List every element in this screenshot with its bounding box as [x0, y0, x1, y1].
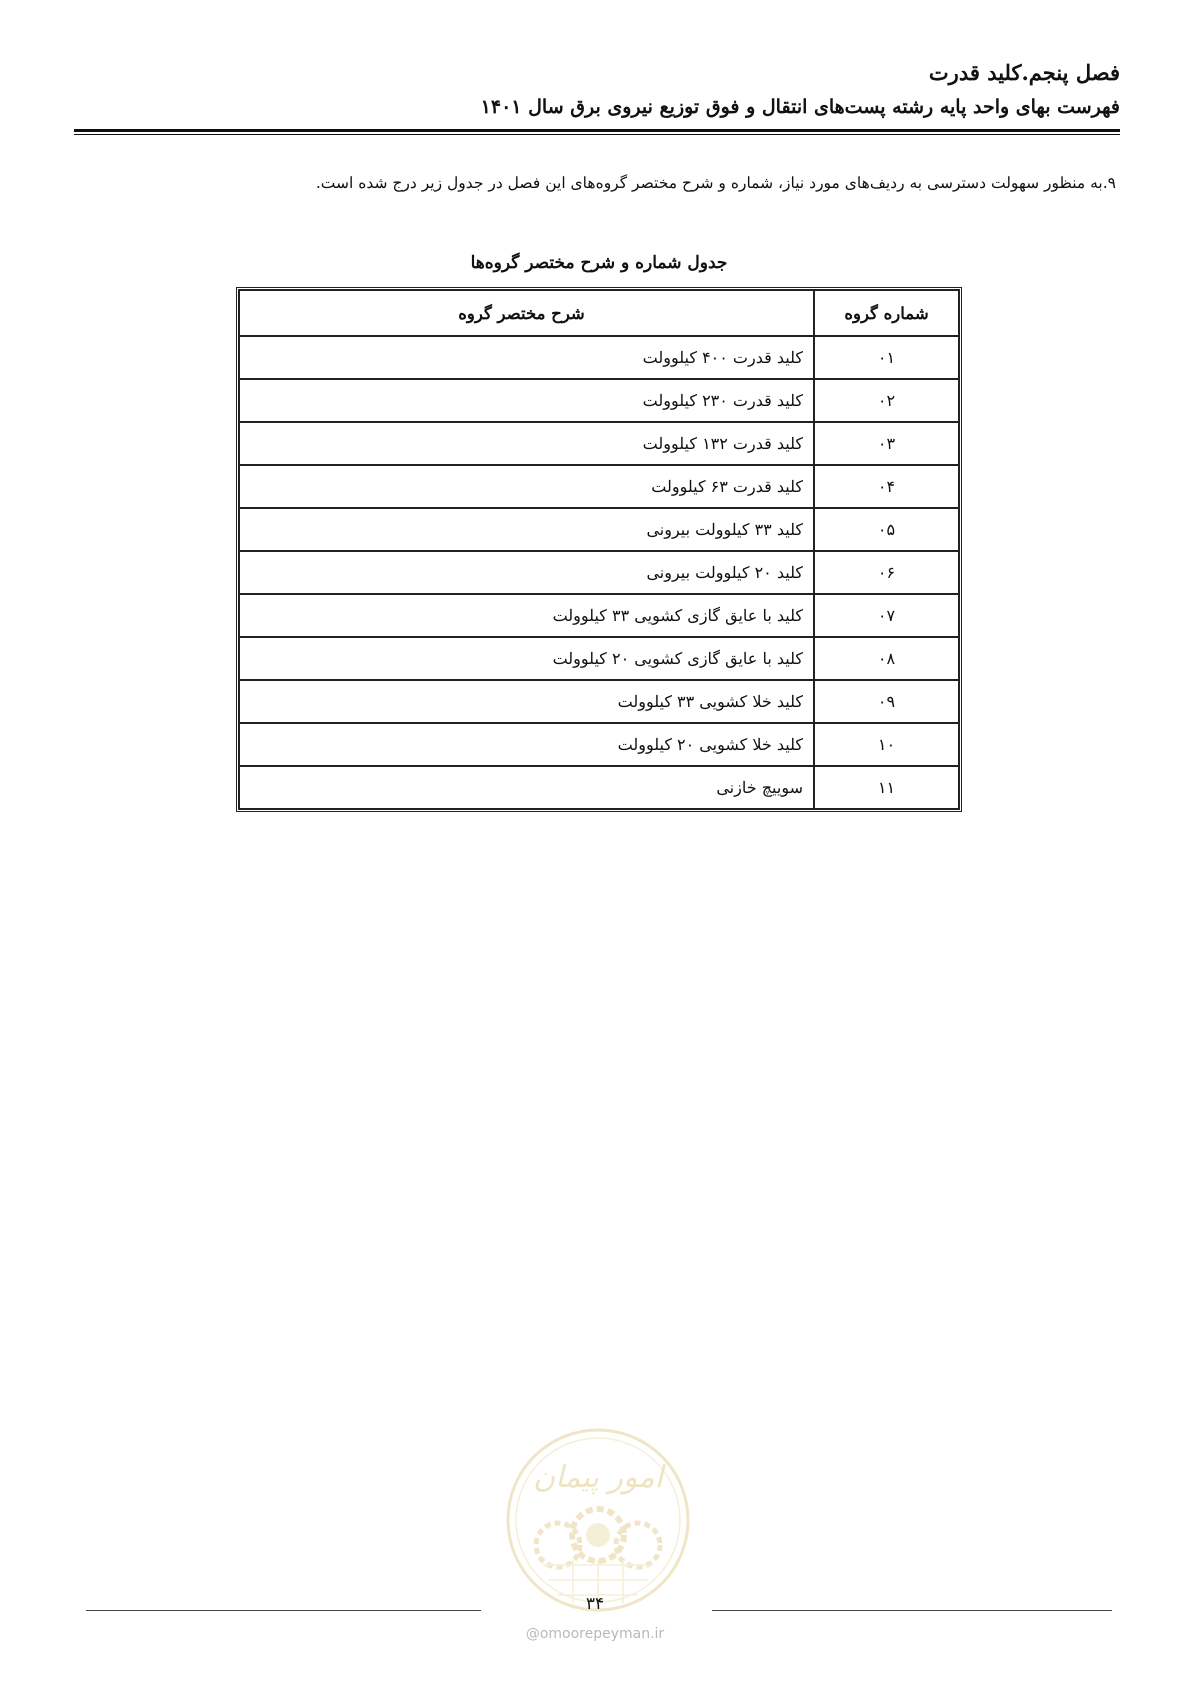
- table-caption: جدول شماره و شرح مختصر گروه‌ها: [470, 253, 728, 273]
- footer-divider-right: [712, 1610, 1112, 1611]
- table-row: [239, 594, 959, 637]
- groups-table: [236, 287, 962, 812]
- page-header: [72, 58, 1120, 122]
- table-row: [239, 508, 959, 551]
- header-group-description: شرح مختصر گروه: [239, 290, 814, 336]
- group-description-cell: کلید با عایق گازی کشویی ۳۳ کیلوولت: [239, 594, 814, 637]
- group-description-cell: کلید ۳۳ کیلوولت بیرونی: [239, 508, 814, 551]
- group-description-cell: کلید خلا کشویی ۲۰ کیلوولت: [239, 723, 814, 766]
- group-number-cell: ۱۰: [814, 723, 959, 766]
- group-number-cell: ۰۴: [814, 465, 959, 508]
- group-number-cell: ۰۳: [814, 422, 959, 465]
- table-row: [239, 422, 959, 465]
- group-description-cell: کلید با عایق گازی کشویی ۲۰ کیلوولت: [239, 637, 814, 680]
- group-number-cell: ۰۷: [814, 594, 959, 637]
- group-description-cell: کلید قدرت ۴۰۰ کیلوولت: [239, 336, 814, 379]
- table-header-row: [239, 290, 959, 336]
- svg-text:امور پیمان: امور پیمان: [533, 1460, 663, 1495]
- group-description-cell: سوییچ خازنی: [239, 766, 814, 809]
- header-divider: [74, 129, 1120, 135]
- group-number-cell: ۰۶: [814, 551, 959, 594]
- at-icon: @: [525, 1626, 540, 1642]
- table-row: [239, 336, 959, 379]
- watermark-logo: [503, 1425, 693, 1615]
- group-description-cell: کلید قدرت ۶۳ کیلوولت: [239, 465, 814, 508]
- group-number-cell: ۰۸: [814, 637, 959, 680]
- table-row: [239, 465, 959, 508]
- table-row: [239, 680, 959, 723]
- table-row: [239, 379, 959, 422]
- site-credit: [505, 1626, 685, 1642]
- group-description-cell: کلید ۲۰ کیلوولت بیرونی: [239, 551, 814, 594]
- document-title: فهرست بهای واحد پایه رشته پست‌های انتقال و فوق توزیع نیروی برق سال ۱۴۰۱: [480, 96, 1120, 118]
- intro-paragraph: ۹.به منظور سهولت دسترسی به ردیف‌های مورد نیاز، شماره و شرح مختصر گروه‌های این فصل در جدول زیر درج شده است.: [315, 174, 1116, 192]
- footer-divider-left: [86, 1610, 481, 1611]
- group-description-cell: کلید قدرت ۱۳۲ کیلوولت: [239, 422, 814, 465]
- group-number-cell: ۰۹: [814, 680, 959, 723]
- table-row: [239, 637, 959, 680]
- group-number-cell: ۱۱: [814, 766, 959, 809]
- group-number-cell: ۰۵: [814, 508, 959, 551]
- header-group-number: شماره گروه: [814, 290, 959, 336]
- group-number-cell: ۰۱: [814, 336, 959, 379]
- page-number: ۳۴: [585, 1594, 605, 1614]
- group-number-cell: ۰۲: [814, 379, 959, 422]
- table-row: [239, 551, 959, 594]
- site-credit-text: omoorepeyman.ir: [539, 1626, 665, 1642]
- table-row: [239, 723, 959, 766]
- group-description-cell: کلید خلا کشویی ۳۳ کیلوولت: [239, 680, 814, 723]
- chapter-title: فصل پنجم.کلید قدرت: [928, 60, 1120, 85]
- group-description-cell: کلید قدرت ۲۳۰ کیلوولت: [239, 379, 814, 422]
- table-row: [239, 766, 959, 809]
